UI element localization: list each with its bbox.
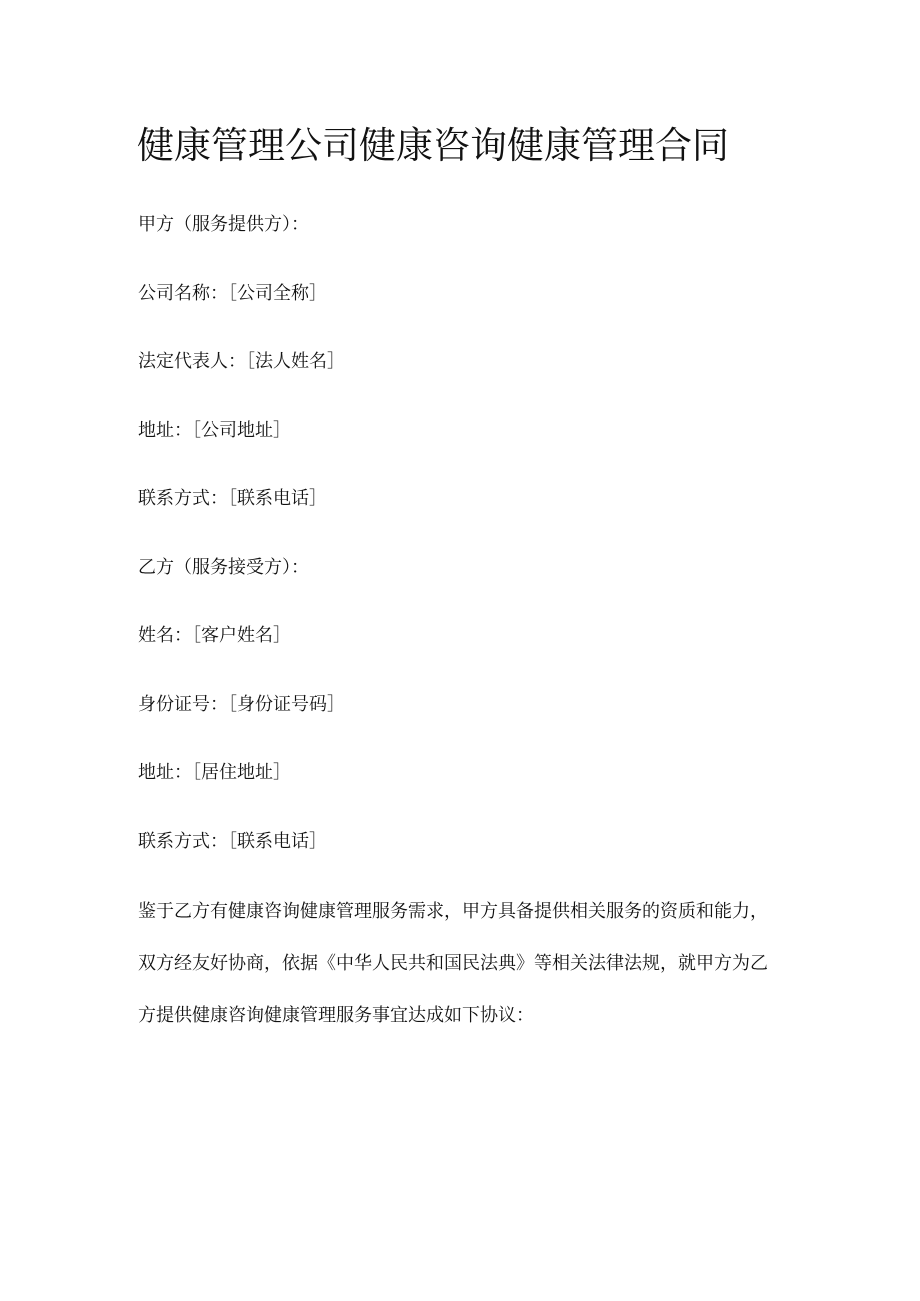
party-a-legal-representative: 法定代表人：［法人姓名］ [138, 351, 345, 372]
party-b-id-number: 身份证号：［身份证号码］ [138, 693, 345, 715]
intro-line: 双方经友好协商，依据《中华人民共和国民法典》等相关法律法规，就甲方为乙 [138, 953, 768, 974]
party-a-company-name: 公司名称：［公司全称］ [138, 282, 327, 304]
party-b-address: 地址：［居住地址］ [138, 762, 291, 783]
intro-line: 方提供健康咨询健康管理服务事宜达成如下协议： [138, 1005, 534, 1026]
party-a-contact: 联系方式：［联系电话］ [138, 488, 327, 509]
party-a-heading: 甲方（服务提供方）： [138, 214, 309, 235]
party-b-contact: 联系方式：［联系电话］ [138, 830, 327, 852]
intro-paragraph [138, 891, 798, 1047]
party-b-heading: 乙方（服务接受方）： [138, 556, 309, 578]
party-b-name: 姓名：［客户姓名］ [138, 625, 291, 646]
party-a-address: 地址：［公司地址］ [138, 419, 291, 441]
party-info-list [138, 206, 345, 891]
intro-line: 鉴于乙方有健康咨询健康管理服务需求，甲方具备提供相关服务的资质和能力， [138, 901, 768, 922]
document-title: 健康管理公司健康咨询健康管理合同 [137, 124, 729, 167]
